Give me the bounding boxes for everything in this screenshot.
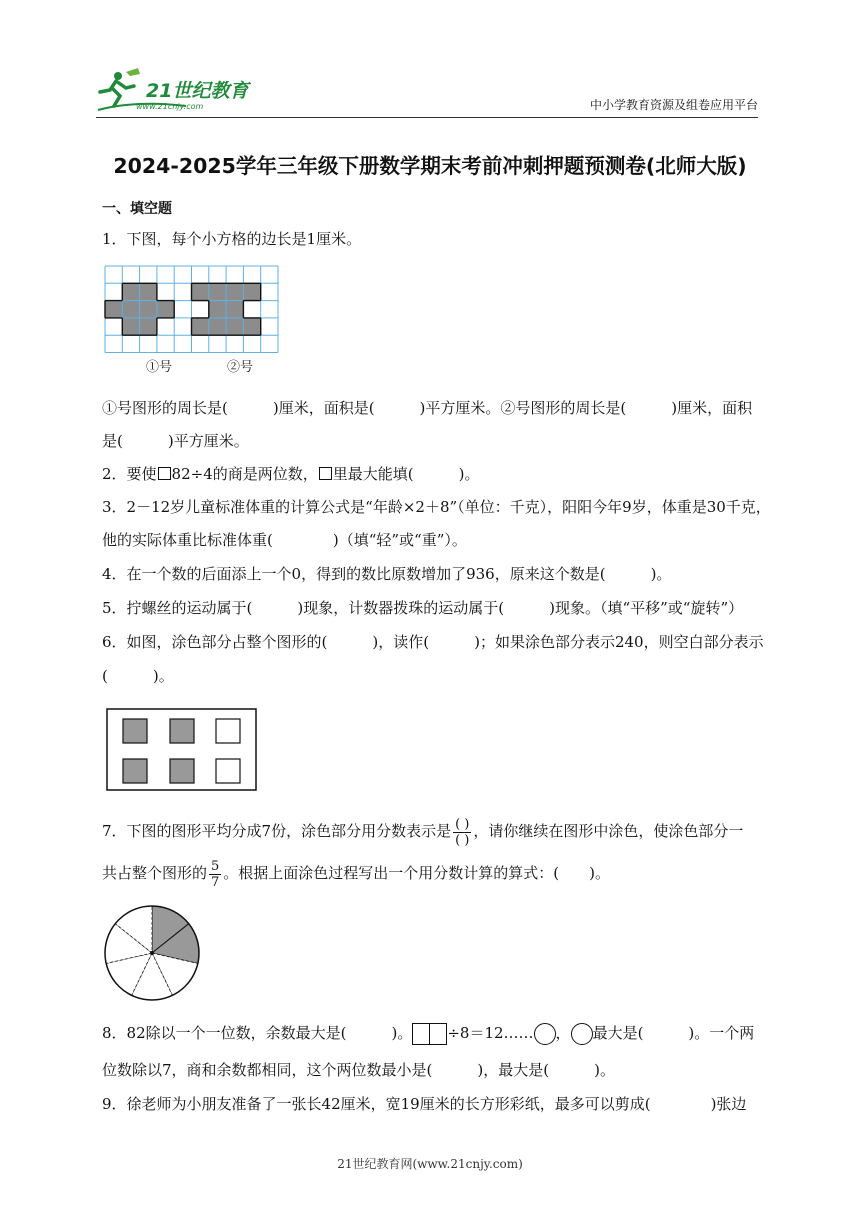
q3-line-1: 3．2－12岁儿童标准体重的计算公式是“年龄×2＋8”（单位：千克），阳阳今年9岁，体重是30千克，: [102, 498, 771, 516]
q7-circle-figure: [102, 903, 202, 1007]
shaded-cell: [243, 318, 260, 335]
shaded-cell: [122, 301, 139, 318]
q7-line-1: [102, 816, 743, 848]
q1-grid-figure: [104, 265, 282, 361]
q8-mid2: ，: [555, 1024, 571, 1042]
squares-figure: [106, 708, 258, 792]
q1-label-1: ①号: [146, 360, 173, 375]
header-right-text: 中小学教育资源及组卷应用平台: [589, 98, 758, 112]
shaded-cell: [140, 318, 157, 335]
q7-fraction: [209, 859, 221, 890]
q7-frac-num: 5: [211, 858, 220, 874]
shaded-cell: [192, 318, 209, 335]
q8-mid: ÷8＝12……: [447, 1024, 534, 1042]
q9-text: 9．徐老师为小朋友准备了一张长42厘米，宽19厘米的长方形彩纸，最多可以剪成( )张边: [102, 1095, 747, 1113]
shaded-cell: [140, 283, 157, 300]
footer: 21世纪教育网(www.21cnjy.com): [337, 1157, 523, 1171]
q8-line-1: [102, 1021, 754, 1045]
q6-line-2: ( )。: [102, 667, 174, 685]
logo: [96, 66, 266, 116]
shaded-cell: [105, 301, 122, 318]
q1-label-2: ②号: [227, 360, 254, 375]
q8-line-2: 位数除以7，商和余数都相同，这个两位数最小是( )，最大是( )。: [102, 1061, 615, 1079]
shaded-cell: [209, 283, 226, 300]
q7-line-2: [102, 858, 610, 890]
remainder-circle: [534, 1023, 556, 1045]
shaded-cell: [140, 301, 157, 318]
q3-line-2: 他的实际体重比标准体重( )（填“轻”或“重”）。: [102, 531, 467, 549]
q8-pre: 8．82除以一个一位数，余数最大是( )。: [102, 1024, 413, 1042]
grid-figure: [104, 265, 282, 357]
blank-square-icon: [158, 467, 171, 480]
shaded-cell: [209, 318, 226, 335]
logo-text: 21世纪教育: [146, 80, 249, 102]
shaded-cell: [226, 318, 243, 335]
q7-blank-num: ( ): [455, 816, 470, 832]
circle-figure: [102, 903, 202, 1003]
shaded-cell: [226, 283, 243, 300]
q1-line-1: ①号图形的周长是( )厘米，面积是( )平方厘米。②号图形的周长是( )厘米，面积: [102, 399, 753, 417]
shaded-cell: [122, 318, 139, 335]
page-title: 2024-2025学年三年级下册数学期末考前冲刺押题预测卷(北师大版): [113, 154, 747, 178]
center-dot: [150, 951, 154, 955]
q7-line2-pre: 共占整个图形的: [102, 864, 208, 882]
q1-line-2: 是( )平方厘米。: [102, 432, 249, 450]
q7-pre: 7．下图的图形平均分成7份，涂色部分用分数表示是: [102, 822, 452, 840]
header-rule: [96, 117, 758, 118]
q1-text: 1．下图，每个小方格的边长是1厘米。: [102, 230, 362, 248]
q2-post: 82÷4的商是两位数，: [171, 465, 318, 483]
logo-url: www.21cnjy.com: [136, 102, 204, 111]
q6-squares-figure: [106, 708, 258, 796]
q6-line-1: 6．如图，涂色部分占整个图形的( )，读作( )；如果涂色部分表示240，则空白部分表示: [102, 633, 764, 651]
shaded-cell: [122, 283, 139, 300]
shaded-cell: [209, 301, 226, 318]
digit-box: [412, 1023, 430, 1045]
q7-blank-den: ( ): [455, 832, 470, 848]
blank-square-icon: [319, 467, 332, 480]
q7-frac-den: 7: [211, 874, 220, 890]
q2-pre: 2．要使: [102, 465, 157, 483]
q8-post: 最大是( )。一个两: [592, 1024, 755, 1042]
q2-text: [102, 464, 479, 484]
q7-line2-post: 。根据上面涂色过程写出一个用分数计算的算式：( )。: [223, 864, 611, 882]
remainder-circle: [571, 1023, 593, 1045]
section-heading: 一、填空题: [102, 201, 172, 217]
shaded-cell: [157, 301, 174, 318]
digit-box: [430, 1023, 447, 1045]
shaded-cell: [243, 283, 260, 300]
q7-blank-fraction: [453, 817, 471, 848]
q5-text: 5．拧螺丝的运动属于( )现象，计数器拨珠的运动属于( )现象。（填“平移”或“旋转”）: [102, 599, 744, 617]
shaded-cell: [192, 283, 209, 300]
q2-post2: 里最大能填( )。: [332, 465, 480, 483]
q7-post: ，请你继续在图形中涂色，使涂色部分一: [473, 822, 744, 840]
q4-text: 4．在一个数的后面添上一个0，得到的数比原数增加了936，原来这个数是( )。: [102, 565, 672, 583]
shaded-cell: [226, 301, 243, 318]
